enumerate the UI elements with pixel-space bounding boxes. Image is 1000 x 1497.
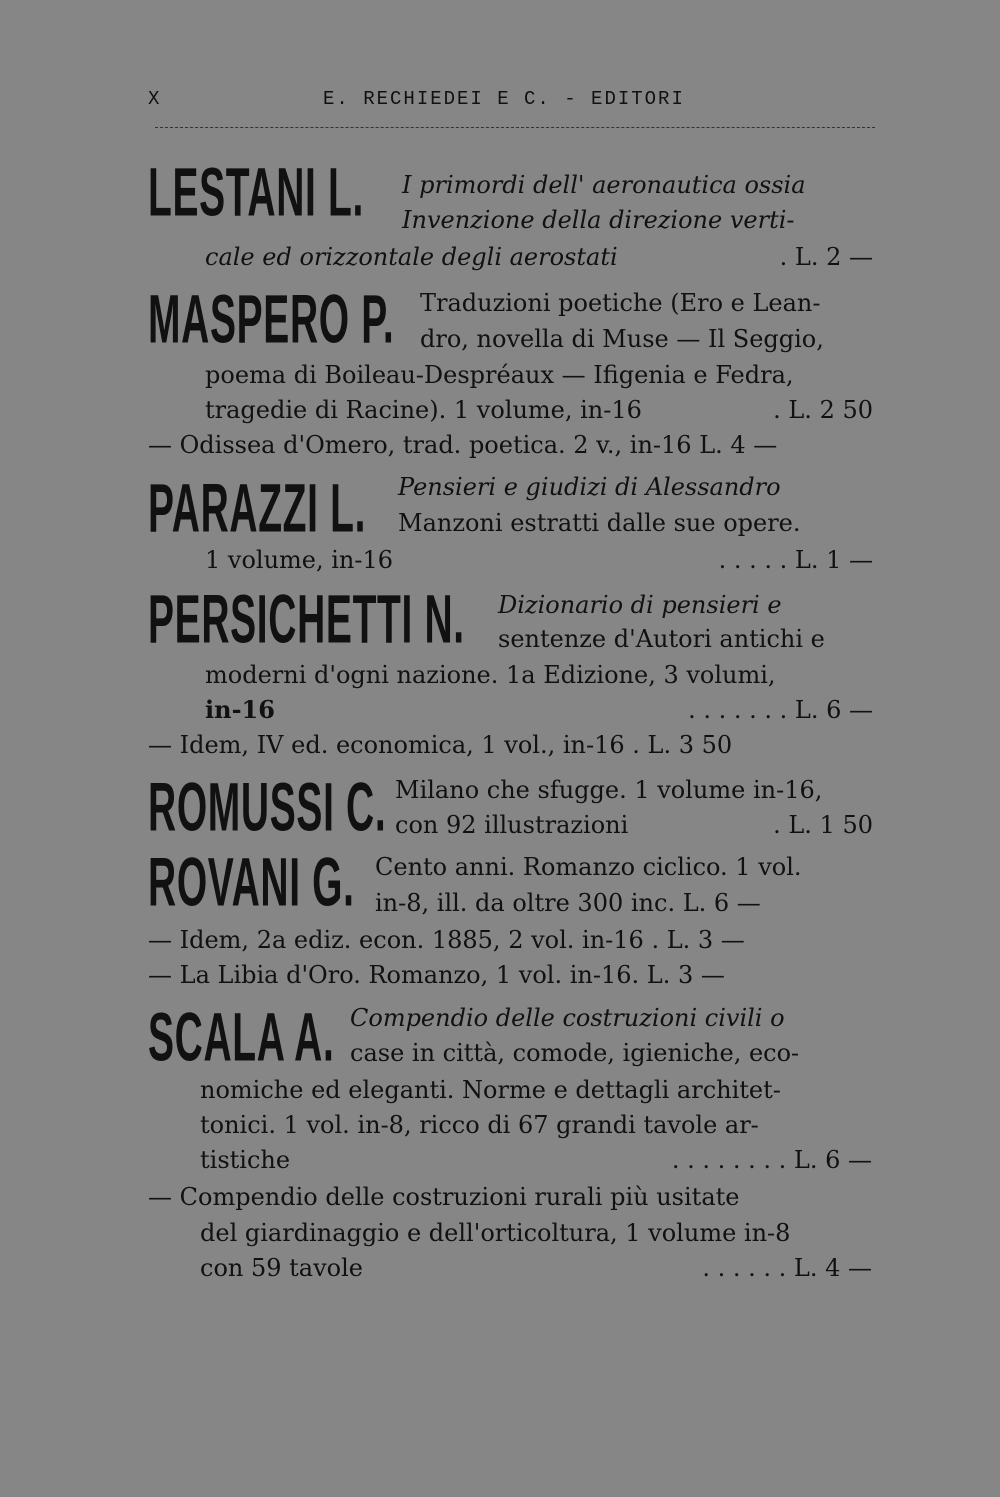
entry-line — [205, 395, 873, 425]
entry-price: . . . . . . L. 4 — — [702, 1254, 872, 1282]
entry-line: case in città, comode, igieniche, eco- — [350, 1039, 800, 1067]
header-rule — [155, 127, 875, 128]
entry-line: Milano che sfugge. 1 volume in-16, — [395, 776, 823, 804]
entry-text: cale ed orizzontale degli aerostati — [205, 243, 618, 271]
entry-line: — Compendio delle costruzioni rurali più usitate — [148, 1183, 740, 1211]
entry-text: con 59 tavole — [200, 1254, 363, 1282]
author-name: SCALA A. — [148, 998, 335, 1076]
author-name: ROMUSSI C. — [148, 768, 387, 846]
entry-line: Dizionario di pensieri e — [498, 591, 782, 619]
entry-text: 1 volume, in-16 — [205, 546, 394, 574]
entry-line: — Idem, IV ed. economica, 1 vol., in-16 . L. 3 50 — [148, 731, 733, 759]
author-name: PERSICHETTI N. — [148, 580, 465, 658]
entry-line: Cento anni. Romanzo ciclico. 1 vol. — [375, 853, 802, 881]
entry-text: in-16 — [205, 695, 275, 724]
author-name: LESTANI L. — [148, 153, 364, 231]
entry-text: con 92 illustrazioni — [395, 811, 629, 839]
entry-line — [395, 810, 873, 840]
entry-line: del giardinaggio e dell'orticoltura, 1 volume in-8 — [200, 1219, 791, 1247]
entry-line: in-8, ill. da oltre 300 inc. L. 6 — — [375, 889, 761, 917]
entry-line — [205, 242, 873, 272]
entry-price: . . . . . L. 1 — — [718, 546, 873, 574]
page-number: X — [148, 88, 162, 110]
entry-line: Traduzioni poetiche (Ero e Lean- — [420, 289, 821, 317]
entry-line: — Idem, 2a ediz. econ. 1885, 2 vol. in-16 . L. 3 — — [148, 926, 745, 954]
entry-line: poema di Boileau-Despréaux — Ifigenia e Fedra, — [205, 361, 794, 389]
entry-text: tragedie di Racine). 1 volume, in-16 — [205, 396, 642, 424]
publisher-title: E. RECHIEDEI E C. - EDITORI — [323, 88, 685, 110]
entry-price: . L. 2 — — [779, 243, 873, 271]
entry-line: Invenzione della direzione verti- — [402, 206, 795, 234]
entry-line: moderni d'ogni nazione. 1a Edizione, 3 volumi, — [205, 661, 776, 689]
entry-line: Pensieri e giudizi di Alessandro — [398, 473, 781, 501]
entry-line — [200, 1145, 872, 1175]
entry-price: . L. 2 50 — [773, 396, 873, 424]
entry-text: tistiche — [200, 1146, 291, 1174]
entry-price: . . . . . . . L. 6 — — [688, 696, 873, 724]
author-name: MASPERO P. — [148, 280, 395, 358]
entry-line — [205, 545, 873, 575]
running-header — [148, 88, 873, 118]
entry-line: sentenze d'Autori antichi e — [498, 625, 825, 653]
entry-line: tonici. 1 vol. in-8, ricco di 67 grandi tavole ar- — [200, 1111, 759, 1139]
entry-line: nomiche ed eleganti. Norme e dettagli architet- — [200, 1076, 781, 1104]
entry-line: I primordi dell' aeronautica ossia — [402, 171, 806, 199]
entry-line — [200, 1253, 872, 1283]
entry-price: . . . . . . . . L. 6 — — [671, 1146, 872, 1174]
entry-line: Compendio delle costruzioni civili o — [350, 1004, 785, 1032]
entry-line: — La Libia d'Oro. Romanzo, 1 vol. in-16. L. 3 — — [148, 961, 725, 989]
entry-line — [205, 695, 873, 725]
entry-line: Manzoni estratti dalle sue opere. — [398, 509, 801, 537]
entry-line: dro, novella di Muse — Il Seggio, — [420, 325, 824, 353]
author-name: ROVANI G. — [148, 843, 355, 921]
entry-price: . L. 1 50 — [773, 811, 873, 839]
author-name: PARAZZI L. — [148, 469, 367, 547]
entry-line: — Odissea d'Omero, trad. poetica. 2 v., in-16 L. 4 — — [148, 431, 778, 459]
